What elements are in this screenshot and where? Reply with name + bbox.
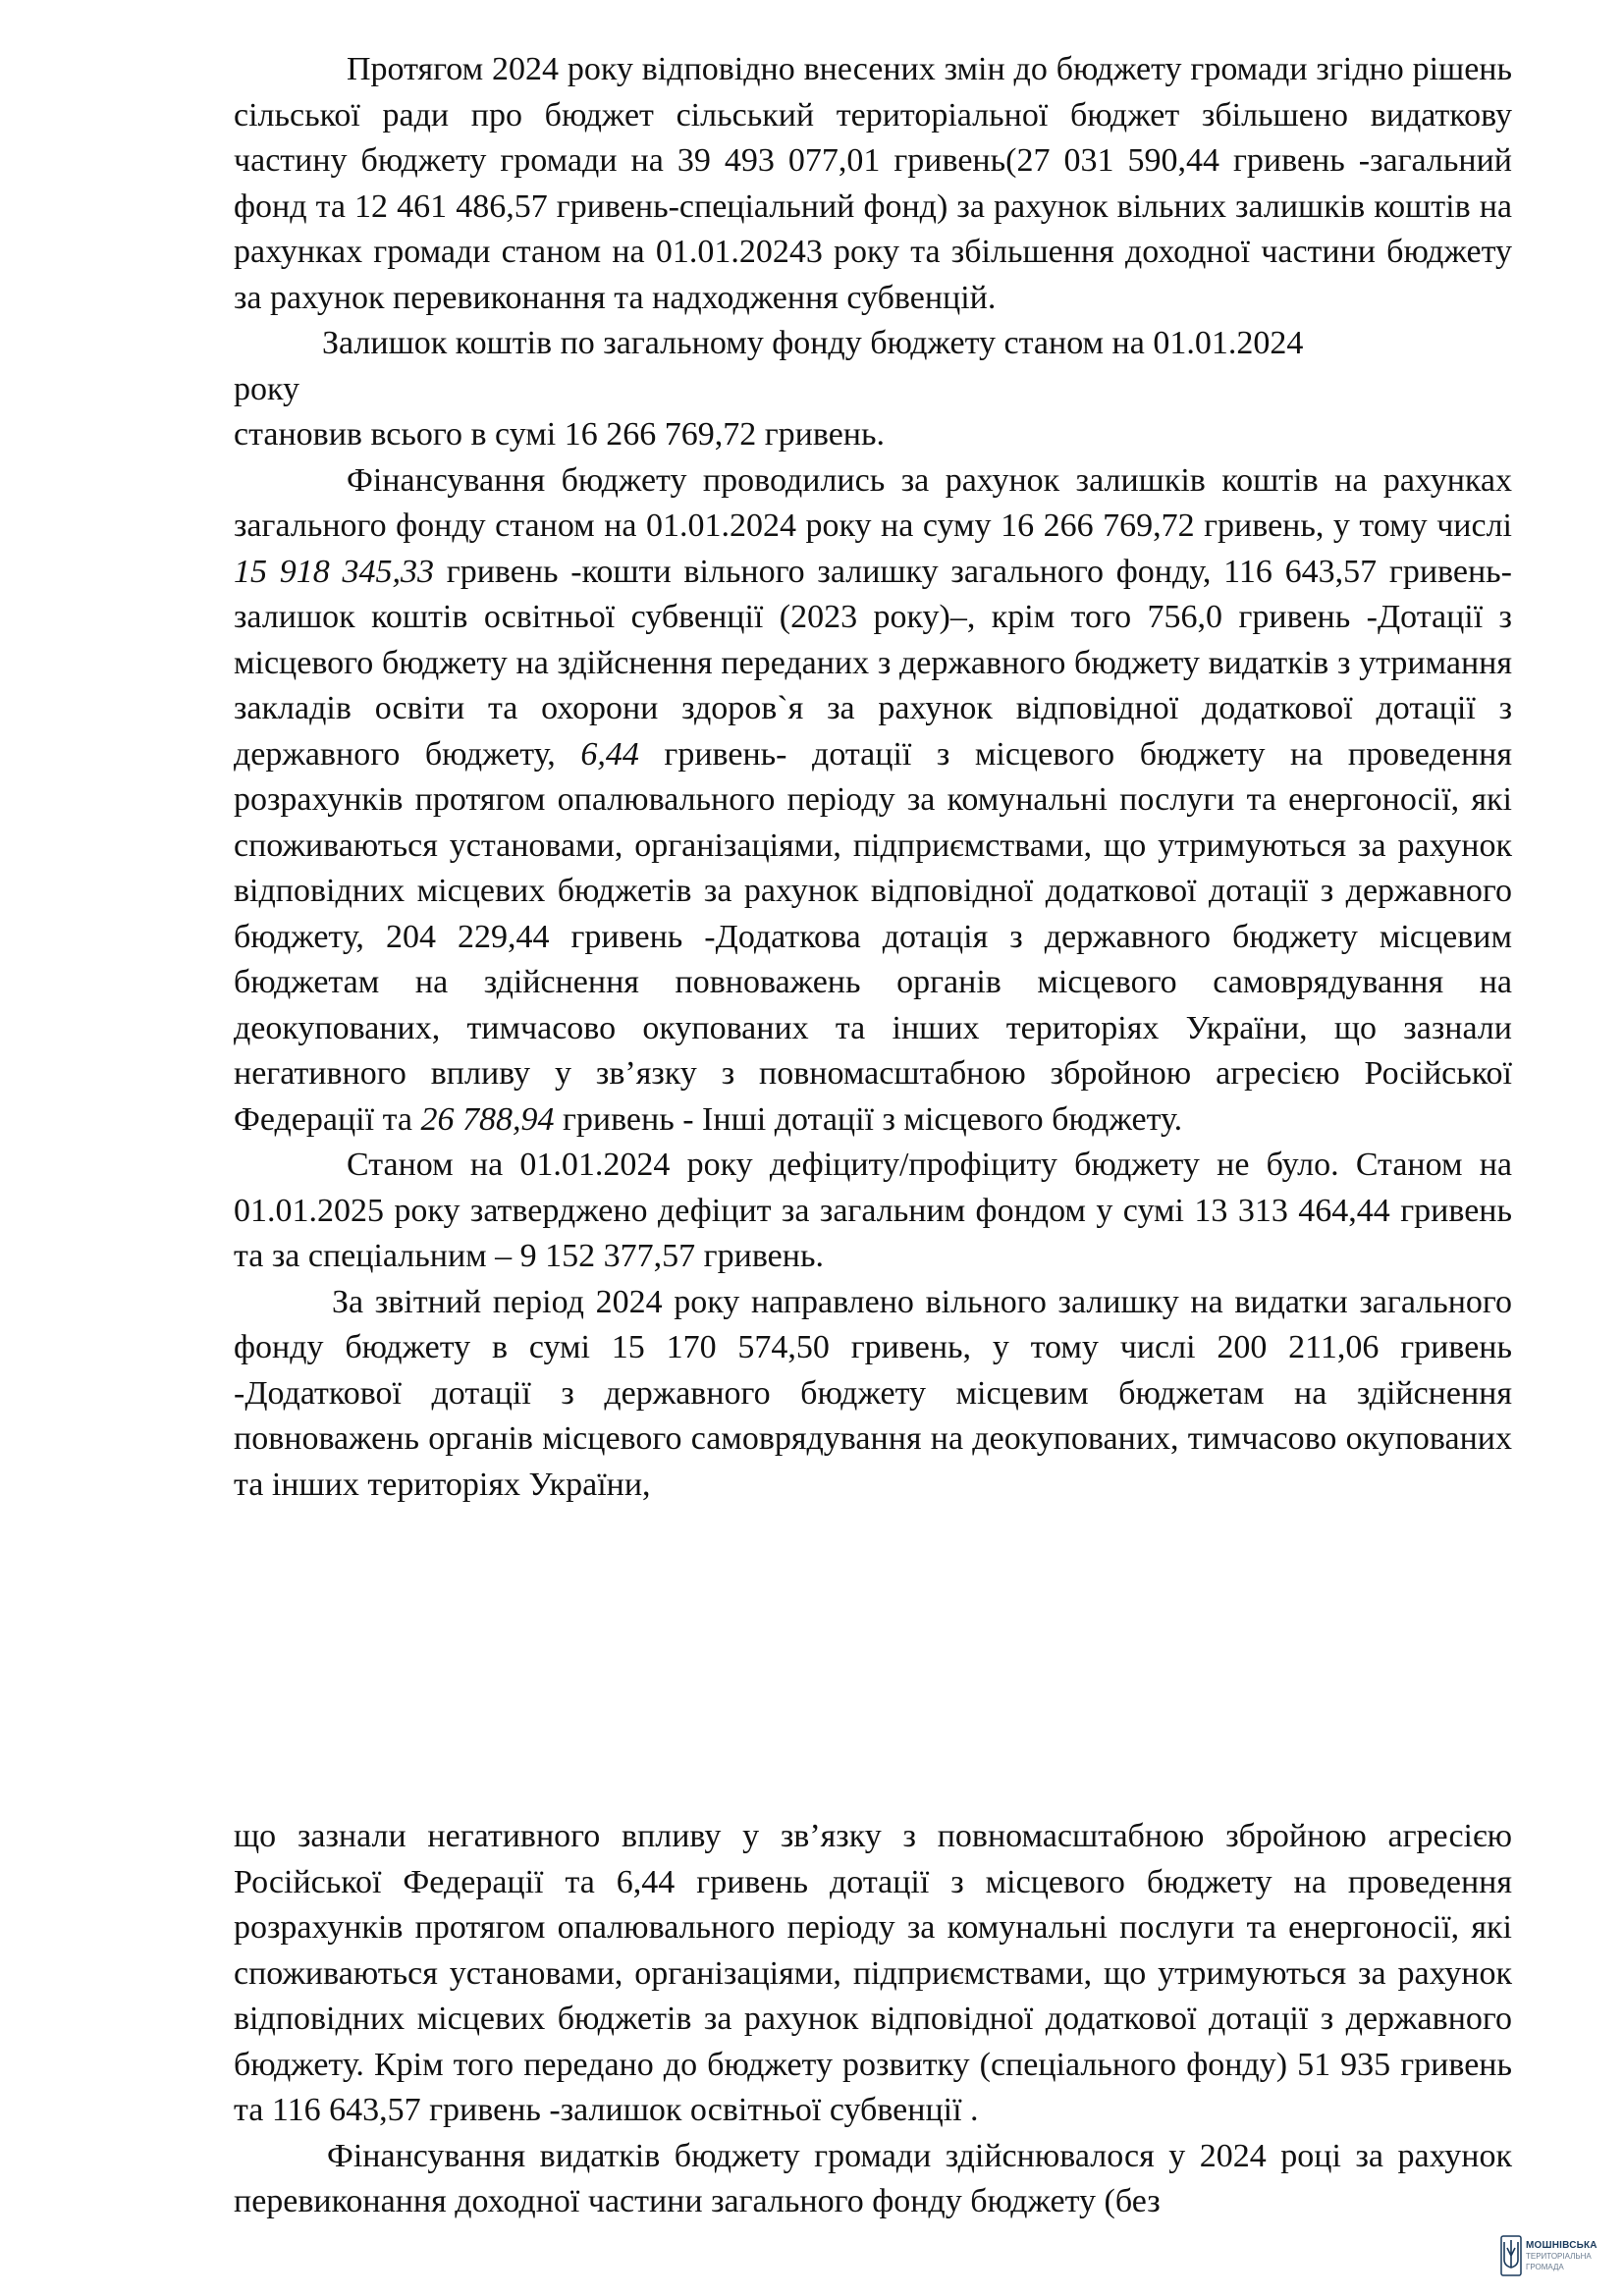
balance-line-2: року xyxy=(234,370,300,407)
financing-text-a: Фінансування бюджету проводились за рахунок залишків коштів на рахунках загального фонду станом на 01.01.2024 року на суму 16 266 769,72 гривень, у тому числі xyxy=(234,461,1512,544)
community-logo xyxy=(1500,2226,1618,2285)
financing-amount-1: 15 918 345,33 xyxy=(234,553,435,590)
document-body-top xyxy=(234,47,1512,1508)
balance-line-1: Залишок коштів по загальному фонду бюджету станом на 01.01.2024 xyxy=(322,325,1304,361)
financing-amount-3: 26 788,94 xyxy=(420,1100,555,1138)
financing-text-b: гривень -кошти вільного залишку загального фонду, 116 643,57 гривень- залишок коштів освітньої субвенції (2023 року)–, крім того 756,0 гривень -Дотації з місцевого бюджету на здійснення переданих з державного бюджету видатків з утримання закладів освіти та охорони здоров`я за рахунок відповідної додаткової дотації з державного бюджету, xyxy=(234,553,1512,773)
financing-text-c: гривень- дотації з місцевого бюджету на проведення розрахунків протягом опалювального періоду за комунальні послуги та енергоносії, які споживаються установами, організаціями, підприємствами, що утримуються за рахунок відповідних місцевих бюджетів за рахунок відповідної додаткової дотації з державного бюджету, 204 229,44 гривень -Додаткова дотація з державного бюджету місцевим бюджетам на здійснення повноважень органів місцевого самоврядування на деокупованих, тимчасово окупованих та інших територіях України, що зазнали негативного впливу у зв’язку з повномасштабною збройною агресією Російської Федерації та xyxy=(234,735,1512,1138)
paragraph-continuation: що зазнали негативного впливу у зв’язку з повномасштабною збройною агресією Російської Федерації та 6,44 гривень дотації з місцевого бюджету на проведення розрахунків протягом опалювального періоду за комунальні послуги та енергоносії, які споживаються установами, організаціями, підприємствами, що утримуються за рахунок відповідних місцевих бюджетів за рахунок відповідної додаткової дотації з державного бюджету. Крім того передано до бюджету розвитку (спеціального фонду) 51 935 гривень та 116 643,57 гривень -залишок освітньої субвенції . xyxy=(234,1818,1512,2128)
logo-name: МОШНІВСЬКА xyxy=(1526,2239,1597,2251)
financing-amount-2: 6,44 xyxy=(580,735,639,773)
paragraph-balance-cont xyxy=(234,367,1512,458)
balance-line-3: становив всього в сумі 16 266 769,72 гривень. xyxy=(234,416,885,453)
paragraph-deficit: Станом на 01.01.2024 року дефіциту/профіциту бюджету не було. Станом на 01.01.2025 року затверджено дефіцит за загальним фондом у сумі 13 313 464,44 гривень та за спеціальним – 9 152 377,57 гривень. xyxy=(234,1147,1512,1274)
logo-text xyxy=(1526,2240,1597,2272)
logo-sub-1: ТЕРИТОРІАЛЬНА xyxy=(1526,2251,1592,2261)
paragraph-budget-changes: Протягом 2024 року відповідно внесених змін до бюджету громади згідно рішень сільської ради про бюджет сільський територіальної бюджет збільшено видаткову частину бюджету громади на 39 493 077,01 гривень(27 031 590,44 гривень -загальний фонд та 12 461 486,57 гривень-спеціальний фонд) за рахунок вільних залишків коштів на рахунках громади станом на 01.01.20243 року та збільшення доходної частини бюджету за рахунок перевиконання та надходження субвенцій. xyxy=(234,51,1512,316)
financing-text-d: гривень - Інші дотації з місцевого бюджету. xyxy=(554,1100,1183,1138)
trident-icon xyxy=(1500,2234,1522,2277)
paragraph-balance xyxy=(234,321,1512,367)
paragraph-free-balance: За звітний період 2024 року направлено вільного залишку на видатки загального фонду бюджету в сумі 15 170 574,50 гривень, у тому числі 200 211,06 гривень -Додаткової дотації з державного бюджету місцевим бюджетам на здійснення повноважень органів місцевого самоврядування на деокупованих, тимчасово окупованих та інших територіях України, xyxy=(234,1283,1512,1503)
document-body-bottom xyxy=(234,1814,1512,2225)
paragraph-financing xyxy=(234,458,1512,1144)
paragraph-expenditure-financing: Фінансування видатків бюджету громади здійснювалося у 2024 році за рахунок перевиконання доходної частини загального фонду бюджету (без xyxy=(234,2137,1512,2219)
logo-sub-2: ГРОМАДА xyxy=(1526,2262,1564,2271)
